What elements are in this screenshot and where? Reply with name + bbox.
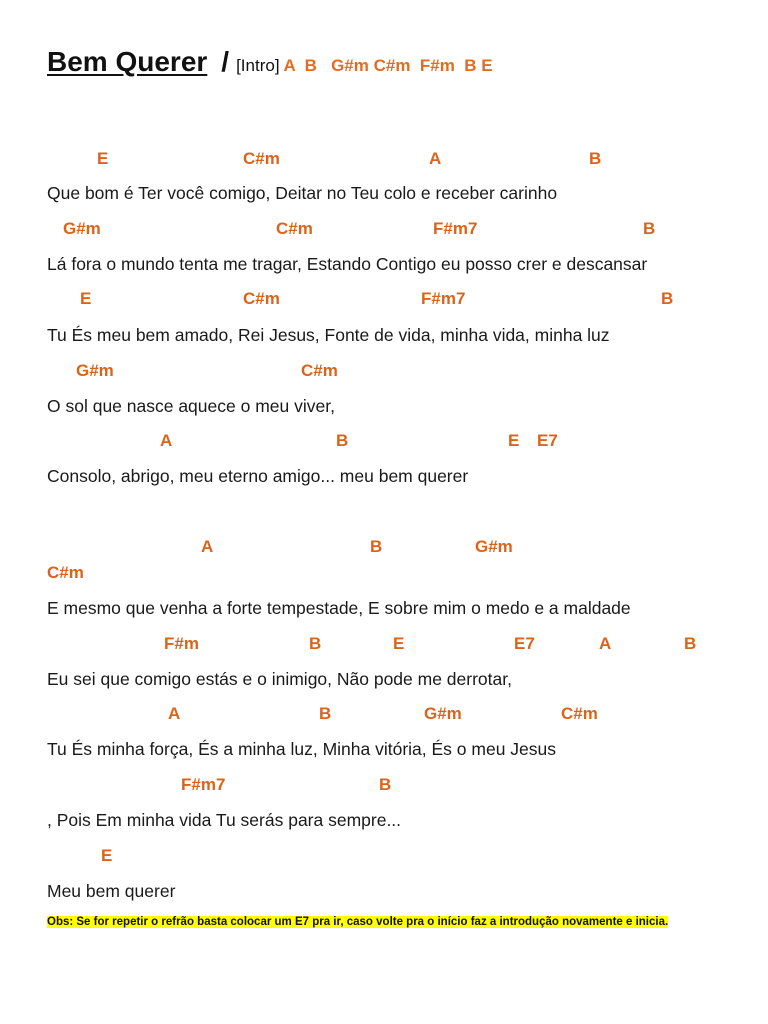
lyric-line: Eu sei que comigo estás e o inimigo, Não pode me derrotar, bbox=[47, 669, 512, 689]
chord: A bbox=[599, 634, 612, 653]
observation-note bbox=[47, 914, 722, 931]
title-row bbox=[47, 46, 493, 82]
chord: A bbox=[201, 537, 214, 556]
lyric-line: O sol que nasce aquece o meu viver, bbox=[47, 396, 335, 416]
song-title: Bem Querer bbox=[47, 46, 208, 77]
chord: B bbox=[589, 149, 602, 168]
chord: E bbox=[97, 149, 109, 168]
chord: B bbox=[684, 634, 697, 653]
chord: E bbox=[393, 634, 405, 653]
chord: B bbox=[309, 634, 322, 653]
chord: B bbox=[379, 775, 392, 794]
chord: B bbox=[319, 704, 332, 723]
chord: C#m bbox=[243, 149, 280, 168]
chord: F#m7 bbox=[433, 219, 478, 238]
chord: C#m bbox=[276, 219, 313, 238]
chord: B bbox=[336, 431, 349, 450]
chord: C#m bbox=[243, 289, 280, 308]
intro-label: [Intro] bbox=[236, 56, 280, 75]
lyric-line: Meu bem querer bbox=[47, 881, 176, 901]
chord: E7 bbox=[514, 634, 535, 653]
chord: B bbox=[370, 537, 383, 556]
lyric-line: Consolo, abrigo, meu eterno amigo... meu bem querer bbox=[47, 466, 469, 486]
chord: A bbox=[429, 149, 442, 168]
lyric-line: E mesmo que venha a forte tempestade, E sobre mim o medo e a maldade bbox=[47, 598, 631, 618]
chord: B bbox=[643, 219, 656, 238]
observation-text: Obs: Se for repetir o refrão basta colocar um E7 pra ir, caso volte pra o início faz a introdução novamente e inicia. bbox=[47, 916, 669, 928]
chord: E bbox=[101, 846, 113, 865]
chord: A bbox=[168, 704, 181, 723]
chord: G#m bbox=[63, 219, 101, 238]
intro-chords: A B G#m C#m F#m B E bbox=[283, 56, 493, 75]
title-separator: / bbox=[221, 46, 230, 77]
chord: C#m bbox=[47, 563, 84, 582]
chord: F#m7 bbox=[181, 775, 226, 794]
chord: E7 bbox=[537, 431, 558, 450]
lyric-line: Tu És meu bem amado, Rei Jesus, Fonte de vida, minha vida, minha luz bbox=[47, 325, 610, 345]
chord: G#m bbox=[475, 537, 513, 556]
chord: C#m bbox=[301, 361, 338, 380]
chord: C#m bbox=[561, 704, 598, 723]
chord: F#m7 bbox=[421, 289, 466, 308]
chord: B bbox=[661, 289, 674, 308]
chord: A bbox=[160, 431, 173, 450]
chord: E bbox=[508, 431, 520, 450]
chord: E bbox=[80, 289, 92, 308]
chord: F#m bbox=[164, 634, 199, 653]
lyric-line: , Pois Em minha vida Tu serás para sempre... bbox=[47, 810, 402, 830]
lyric-line: Lá fora o mundo tenta me tragar, Estando Contigo eu posso crer e descansar bbox=[47, 254, 648, 274]
chord: G#m bbox=[424, 704, 462, 723]
lyric-line: Que bom é Ter você comigo, Deitar no Teu colo e receber carinho bbox=[47, 183, 558, 203]
lyric-line: Tu És minha força, És a minha luz, Minha vitória, És o meu Jesus bbox=[47, 739, 557, 759]
chord: G#m bbox=[76, 361, 114, 380]
